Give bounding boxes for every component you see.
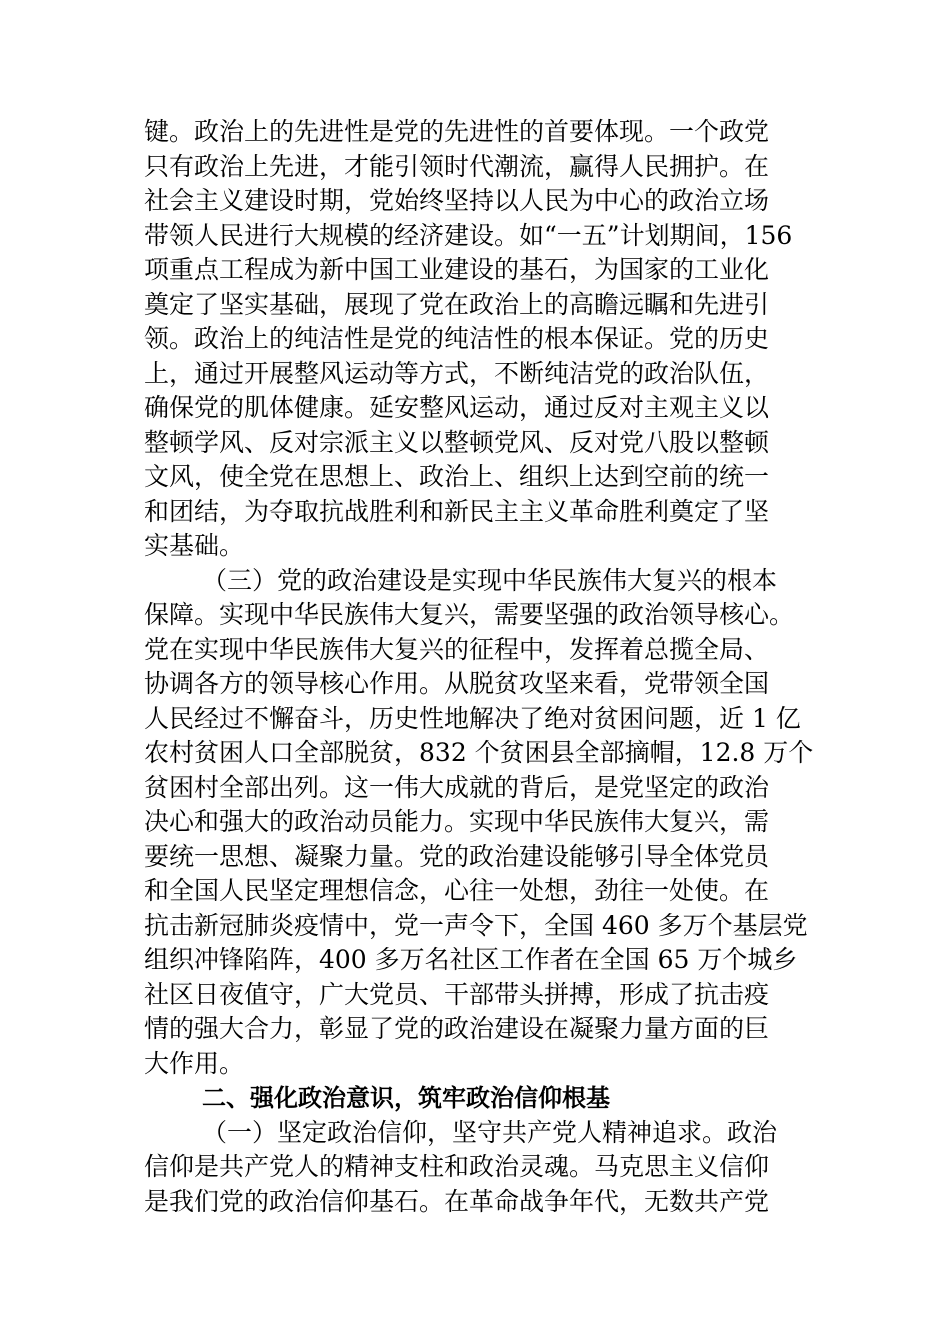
text-line: 只有政治上先进，才能引领时代潮流，赢得人民拥护。在: [144, 151, 770, 181]
text-line: （三）党的政治建设是实现中华民族伟大复兴的根本: [202, 565, 778, 595]
text-line: 党在实现中华民族伟大复兴的征程中，发挥着总揽全局、: [144, 634, 770, 664]
text-line: 决心和强大的政治动员能力。实现中华民族伟大复兴，需: [144, 807, 770, 836]
paragraph-3: [144, 1116, 844, 1220]
text-line: 协调各方的领导核心作用。从脱贫攻坚来看，党带领全国: [144, 669, 770, 698]
text-line: 大作用。: [144, 1048, 245, 1078]
text-line: 抗击新冠肺炎疫情中，党一声令下，全国 460 多万个基层党: [144, 910, 808, 940]
text-line: （一）坚定政治信仰，坚守共产党人精神追求。政治: [202, 1117, 778, 1147]
text-line: 领。政治上的纯洁性是党的纯洁性的根本保证。党的历史: [144, 324, 770, 353]
text-line: 文风，使全党在思想上、政治上、组织上达到空前的统一: [144, 462, 770, 491]
text-line: 保障。实现中华民族伟大复兴，需要坚强的政治领导核心。: [144, 600, 795, 629]
paragraph-1: [144, 115, 844, 564]
text-line: 农村贫困人口全部脱贫，832 个贫困县全部摘帽，12.8 万个: [144, 738, 814, 767]
text-line: 信仰是共产党人的精神支柱和政治灵魂。马克思主义信仰: [144, 1152, 770, 1181]
text-line: 上，通过开展整风运动等方式，不断纯洁党的政治队伍，: [144, 358, 770, 388]
text-line: 组织冲锋陷阵，400 多万名社区工作者在全国 65 万个城乡: [144, 945, 798, 974]
text-line: 奠定了坚实基础，展现了党在政治上的高瞻远瞩和先进引: [144, 289, 770, 319]
text-line: 键。政治上的先进性是党的先进性的首要体现。一个政党: [144, 117, 770, 146]
text-line: 和全国人民坚定理想信念，心往一处想，劲往一处使。在: [144, 876, 770, 905]
text-line: 实基础。: [144, 531, 245, 560]
text-line: 确保党的肌体健康。延安整风运动，通过反对主观主义以: [144, 393, 770, 422]
text-line: 是我们党的政治信仰基石。在革命战争年代，无数共产党: [144, 1186, 770, 1216]
document-body: [144, 115, 844, 1219]
text-line: 情的强大合力，彰显了党的政治建设在凝聚力量方面的巨: [144, 1014, 770, 1043]
text-line: 社区日夜值守，广大党员、干部带头拼搏，形成了抗击疫: [144, 979, 770, 1009]
text-line: 要统一思想、凝聚力量。党的政治建设能够引导全体党员: [144, 841, 770, 871]
text-line: 带领人民进行大规模的经济建设。如“一五”计划期间，156: [144, 220, 793, 250]
section-heading: 二、强化政治意识，筑牢政治信仰根基: [202, 1084, 610, 1112]
text-line: 整顿学风、反对宗派主义以整顿党风、反对党八股以整顿: [144, 427, 770, 457]
text-line: 项重点工程成为新中国工业建设的基石，为国家的工业化: [144, 255, 770, 284]
text-line: 贫困村全部出列。这一伟大成就的背后，是党坚定的政治: [144, 772, 770, 802]
text-line: 和团结，为夺取抗战胜利和新民主主义革命胜利奠定了坚: [144, 496, 770, 526]
text-line: 社会主义建设时期，党始终坚持以人民为中心的政治立场: [144, 186, 770, 215]
text-line: 人民经过不懈奋斗，历史性地解决了绝对贫困问题，近 1 亿: [144, 703, 801, 733]
paragraph-2: [144, 564, 844, 1082]
